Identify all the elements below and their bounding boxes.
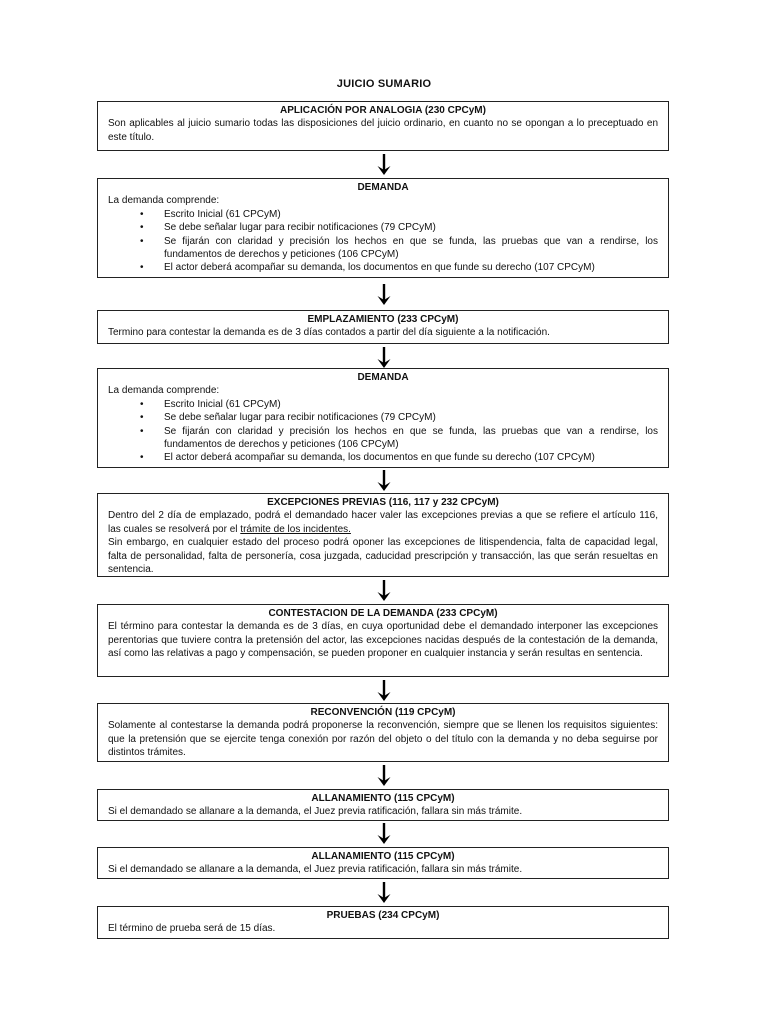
box-heading: ALLANAMIENTO (115 CPCyM) (311, 851, 455, 862)
requirements-list (108, 398, 658, 465)
box-text: Si el demandado se allanare a la demanda, el Juez previa ratificación, fallara sin más trámite. (108, 864, 523, 876)
box-heading: DEMANDA (357, 182, 409, 193)
list-item: • Escrito Inicial (61 CPCyM) (164, 208, 658, 221)
page-title: JUICIO SUMARIO (336, 78, 432, 90)
box-allanamiento-1 (97, 789, 669, 821)
box-text-part: Dentro del 2 día de emplazado, podrá el demandado hacer valer las excepciones previas a que se refiere el artículo 116, las cuales se resolverá por el (108, 510, 658, 535)
box-heading: DEMANDA (357, 372, 409, 383)
box-intro: La demanda comprende: (108, 385, 220, 397)
box-text: Termino para contestar la demanda es de 3 días contados a partir del día siguiente a la notificación. (108, 327, 550, 339)
box-heading: CONTESTACION DE LA DEMANDA (233 CPCyM) (268, 608, 498, 619)
list-item: • El actor deberá acompañar su demanda, los documentos en que funde su derecho (107 CPCyM) (164, 451, 658, 464)
list-item: • Se fijarán con claridad y precisión los hechos en que se funda, las pruebas que van a rendirse, los fundamentos de derechos y peticiones (106 CPCyM) (164, 425, 658, 452)
arrow-down-icon (376, 347, 392, 369)
box-text: Solamente al contestarse la demanda podrá proponerse la reconvención, siempre que se llenen los requisitos siguientes: que la pretensión que se ejercite tenga conexión por razón del objeto o del título con la demanda y no deba seguirse por distintos trámites. (108, 720, 658, 759)
box-intro: La demanda comprende: (108, 195, 220, 207)
box-heading: EMPLAZAMIENTO (233 CPCyM) (307, 314, 459, 325)
list-item: • Se debe señalar lugar para recibir notificaciones (79 CPCyM) (164, 411, 658, 424)
list-item: • Se fijarán con claridad y precisión los hechos en que se funda, las pruebas que van a rendirse, los fundamentos de derechos y peticiones (106 CPCyM) (164, 235, 658, 262)
arrow-down-icon (376, 680, 392, 702)
incidentes-link[interactable]: trámite de los incidentes. (240, 523, 351, 535)
arrow-down-icon (376, 154, 392, 176)
box-heading: EXCEPCIONES PREVIAS (116, 117 y 232 CPCyM) (267, 497, 499, 508)
list-item: • Se debe señalar lugar para recibir notificaciones (79 CPCyM) (164, 221, 658, 234)
box-contestacion-de-la-demanda (97, 604, 669, 677)
box-emplazamiento (97, 310, 669, 344)
box-heading: APLICACIÓN POR ANALOGIA (230 CPCyM) (280, 105, 486, 116)
box-reconvencion (97, 703, 669, 762)
list-item: • Escrito Inicial (61 CPCyM) (164, 398, 658, 411)
box-text: Si el demandado se allanare a la demanda, el Juez previa ratificación, fallara sin más trámite. (108, 806, 523, 818)
arrow-down-icon (376, 580, 392, 602)
box-demanda-2 (97, 368, 669, 468)
box-heading: RECONVENCIÓN (119 CPCyM) (310, 707, 456, 718)
box-text-2: Sin embargo, en cualquier estado del proceso podrá oponer las excepciones de litispendencia, falta de capacidad legal, falta de personalidad, falta de personería, cosa juzgada, caducidad prescripción y transacción, las que serán resueltas en sentencia. (108, 537, 658, 576)
box-heading: ALLANAMIENTO (115 CPCyM) (311, 793, 455, 804)
box-text: El término de prueba será de 15 días. (108, 923, 276, 935)
box-demanda-1 (97, 178, 669, 278)
arrow-down-icon (376, 823, 392, 845)
box-heading: PRUEBAS (234 CPCyM) (326, 910, 440, 921)
box-text: El término para contestar la demanda es de 3 días, en cuya oportunidad debe el demandado interponer las excepciones perentorias que tuviere contra la pretensión del actor, las excepciones nacidas después de la contestación de la demanda, así como las relativas a pago y compensación, se pueden proponer en cualquier instancia y serán resultas en sentencia. (108, 621, 658, 660)
box-allanamiento-2 (97, 847, 669, 879)
arrow-down-icon (376, 470, 392, 492)
box-aplicacion-por-analogia (97, 101, 669, 151)
box-text: Son aplicables al juicio sumario todas las disposiciones del juicio ordinario, en cuanto no se opongan a lo preceptuado en este título. (108, 118, 658, 143)
box-pruebas (97, 906, 669, 939)
arrow-down-icon (376, 765, 392, 787)
list-item: • El actor deberá acompañar su demanda, los documentos en que funde su derecho (107 CPCyM) (164, 261, 658, 274)
arrow-down-icon (376, 882, 392, 904)
arrow-down-icon (376, 284, 392, 306)
box-excepciones-previas (97, 493, 669, 577)
requirements-list (108, 208, 658, 275)
box-text (108, 509, 658, 536)
